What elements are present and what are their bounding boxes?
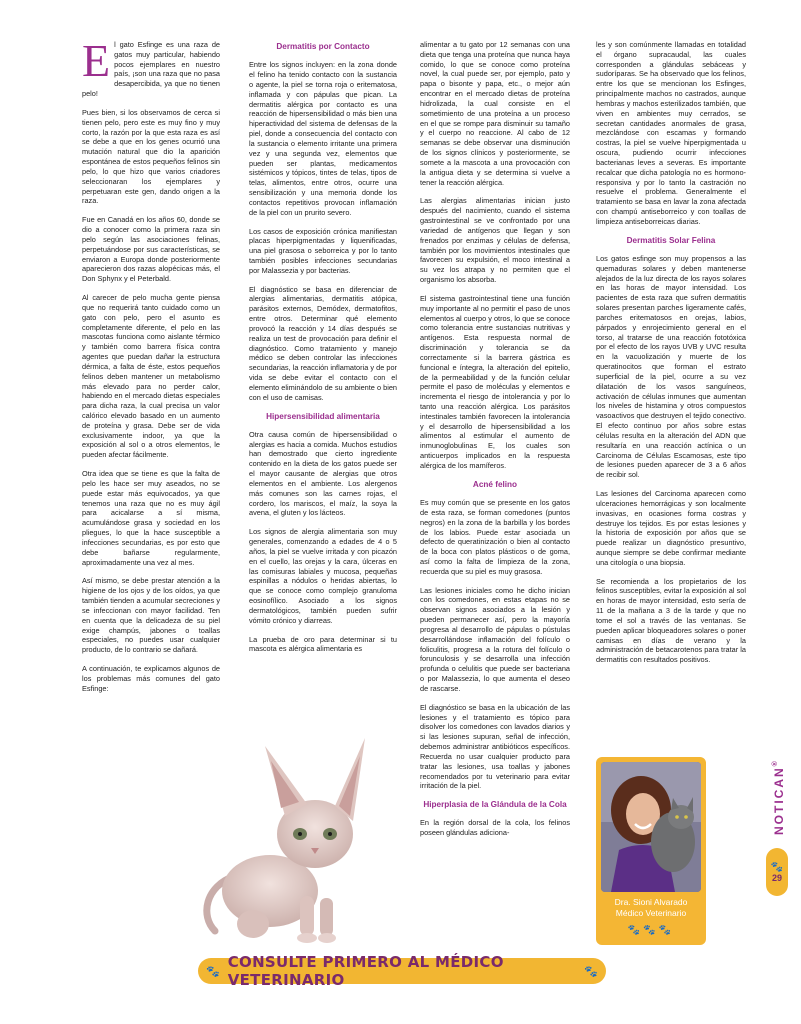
- author-caption: [596, 897, 706, 919]
- paragraph: El diagnóstico se basa en la ubicación de las lesiones y el tratamiento es tópico para disolver los comedones con lavados diarios y si las lesiones supuran, señal de infección, debemos administrar antibióticos específicos. Recuerda no usar cualquier producto para tratar las lesiones, usa toallas y jabones recomendados por tu veterinario para evitar irritación de la piel.: [420, 702, 570, 791]
- paragraph: El diagnóstico se basa en diferenciar de alergias alimentarias, dermatitis atópica, parásitos externos, Demódex, dermatofitos, entre otros. Determinar qué elemento provocó la reacción y 14 días después se realiza un test de provocación para definir el diagnóstico. Como tratamiento y manejo médico se deben controlar las infecciones secundarias, la reacción inflamatoria y de por vida se debe evitar el contacto con el elemento eliminándolo de su ambiente o bien con el uso de camisas.: [249, 284, 397, 402]
- sphynx-kitten-photo: [195, 726, 395, 951]
- column-3: [420, 40, 570, 847]
- paw-icon: 🐾: [658, 925, 675, 936]
- author-photo: [601, 762, 701, 892]
- paw-icons: [596, 925, 706, 936]
- brand-logo: [772, 759, 786, 835]
- author-name: Dra. Sioni Alvarado: [614, 897, 688, 907]
- paragraph: En la región dorsal de la cola, los felinos poseen glándulas adiciona-: [420, 818, 570, 838]
- paragraph: Es muy común que se presente en los gatos de esta raza, se forman comedones (puntos negros) en la zona de la barbilla y los bordes de los labios. Puede estar asociada un defecto de queratinización o bien al contacto de la boca con platos plásticos o de goma, así como la falta de limpieza de la zona, recuerda que su piel es muy grasosa.: [420, 498, 570, 576]
- paragraph: Al carecer de pelo mucha gente piensa que no requerirá tanto cuidado como un gato con pelo, pero el asunto es completamente diferente, el pelo en las mascotas funciona como aislante térmico y también como barrera física contra agentes que puedan dañar la estructura dérmica, a falta de éste, estos pequeños felinos deben mantener un metabolismo más elevado para no perder calor, habiendo en el mercado dietas especiales para dicha raza, la cual precisa un valor calórico elevado basado en un aumento de proteína y grasa. Debe ser de vida exclusivamente indoor, ya que la exposición al sol o a otros elementos, le pueden afectar fácilmente.: [82, 293, 220, 460]
- paragraph: Entre los signos incluyen: en la zona donde el felino ha tenido contacto con la sustancia o agente, la piel se torna roja o eritematosa, inflamada y con pápulas que pican. La dermatitis alérgica por contacto es una reacción de hipersensibilidad o más bien una hiperactividad del sistema de defensas de la piel, donde a consecuencia del contacto con la sustancia o elemento irritante una primera vez y una segunda vez, elementos que pueden ser plantas, medicamentos sistémicos y tópicos, tintes de telas, tipos de telas, alimentos, entre otros, ocurre una sensibilización y una memoria donde los contactos repetitivos provocan inflamación de la piel con un prurito severo.: [249, 60, 397, 217]
- section-heading: Hipersensibilidad alimentaria: [266, 411, 380, 421]
- column-4: [596, 40, 746, 674]
- paragraph: Fue en Canadá en los años 60, donde se dio a conocer como la primera raza sin pelo según las asociaciones felinas, perpetuándose por sus características, se enviaron a Europa donde posteriormente aparecieron dos razas alopécicas más, el Don Sphynx y el Peterbald.: [82, 215, 220, 284]
- section-heading: Hiperplasia de la Glándula de la Cola: [423, 800, 567, 810]
- paragraph: Así mismo, se debe prestar atención a la higiene de los ojos y de los oídos, ya que también tienden a acumular secreciones y se infeccionan con mayor facilidad. Ten en cuenta que la delicadeza de su piel exige champús, jabones o toallas especiales, no puedes usar cualquier producto, de lo contrario se dañará.: [82, 576, 220, 655]
- page-number: 29: [771, 872, 782, 883]
- paragraph: Otra idea que se tiene es que la falta de pelo les hace ser muy aseados, no se puede estar más equivocados, ya que tenemos una raza que no es muy ágil para acicalarse a sí misma, acumulándose grasa y sociedad en los pliegues, lo que la hace susceptible a infecciones secundarias, es por esto que debe bañarse regularmente, aproximadamente una vez al mes.: [82, 469, 220, 567]
- intro-paragraph: [82, 40, 220, 99]
- banner-text: CONSULTE PRIMERO AL MÉDICO VETERINARIO: [227, 953, 504, 989]
- author-role: Médico Veterinario: [615, 908, 687, 919]
- paragraph: La prueba de oro para determinar si tu mascota es alérgica alimentaria es: [249, 634, 397, 654]
- paragraph: El sistema gastrointestinal tiene una función muy importante al no permitir el paso de unos elementos al cuerpo y otros, lo que se conoce como tolerancia entre sustancias nutritivas y antígenos. Esta respuesta normal de discriminación y tolerancia se da correctamente si la barrera gástrica es funcional e íntegra, la alteración del epitelio, de la permeabilidad y de la función celular permite el paso de moléculas y elementos e incrementa el riesgo de intolerancia y por lo tanto una reacción alérgica. Los parásitos intestinales también favorecen la intolerancia y el desarrollo de hipersensibilidad a los alimentos al estimular el aumento de inmunoglobulinas E, los cuales son anticuerpos implicados en la respuesta alérgica de los mamíferos.: [420, 293, 570, 470]
- paragraph: Las lesiones del Carcinoma aparecen como ulceraciones hemorrágicas y son localmente invasivas, en ocasiones forma costras y destruye los tejidos. Es por estas lesiones y la historia de exposición por años que se puede realizar un diagnóstico presuntivo, aunque siempre se debe confirmar mediante una citología o una biopsia.: [596, 489, 746, 567]
- drop-cap: E: [82, 40, 111, 86]
- brand-text: NOTICAN: [772, 766, 786, 835]
- paw-icon: 🐾: [627, 925, 644, 936]
- paragraph: Los signos de alergia alimentaria son muy generales, comenzando a edades de 4 o 5 años, la piel se vuelve irritada y con picazón en el cuello, las orejas y la cara, úlceras en las comisuras labiales y mucosa, pequeñas espinillas a nódulos o heridas abiertas, lo que se conoce como complejo granuloma eosinofílico. Asociado a los signos dermatológicos, también pueden sufrir vómito crónico y diarreas.: [249, 527, 397, 625]
- paragraph: les y son comúnmente llamadas en totalidad el órgano supracaudal, las cuales corresponden a glándulas sebáceas y sudoríparas. Se ha observado que los felinos, entre los que se mencionan los Esfinges, principalmente machos no castrados, aunque hembras y machos esterilizados también, que viven en ambientes muy cerrados, se secretan cantidades anormales de grasa, mezclándose con escamas y formando costras, la piel se vuelve hiperpigmentada u oscura, pudiendo ocurrir infecciones bacterianas leves a severas. Es importante recalcar que dicha patología no es hormono-responsiva y por lo tanto la castración no resuelve el problema. Generalmente el tratamiento se basa en lavar la zona afectada con champú antiseborreico y con toallas de limpieza antiseborreicas diarias.: [596, 40, 746, 226]
- paragraph: alimentar a tu gato por 12 semanas con una dieta que tenga una proteína que nunca haya comido, lo que se conoce como proteína novel, la cual puede ser, por ejemplo, pato y papa o bisonte y papa, etc., o mejor aún encontrar en el mercado dietas de proteína hidrolizada, la cual consiste en el sometimiento de una proteína a un proceso en el que se rompe para disminuir su tamaño y el cuerpo no reaccione. Al cabo de 12 semanas se debe observar una disminución de los signos clínicos y posteriormente, se somete a la mascota a una provocación con la antigua dieta y se determina si vuelve a tener la reacción alérgica.: [420, 40, 570, 187]
- paragraph: Los casos de exposición crónica manifiestan placas hiperpigmentadas y liquenificadas, una piel grasosa o seborreica y por lo tanto también posibles infecciones secundarias por Malassezia y por bacterias.: [249, 226, 397, 275]
- page-number-badge: [766, 848, 788, 896]
- paw-icon: 🐾: [770, 861, 784, 873]
- trademark: ®: [772, 759, 779, 767]
- section-heading: Acné felino: [472, 479, 518, 489]
- author-card: [596, 757, 706, 945]
- paw-icon: 🐾: [584, 965, 598, 978]
- paragraph: Otra causa común de hipersensibilidad o alergias es hacia a comida. Muchos estudios han demostrado que cierto ingrediente contenido en la dieta de los gatos puede ser el mayor causante de alergias que otros elementos en el ambiente. Los alergenos más comunes son las carnes rojas, el cordero, los mariscos, el maíz, la soya la avena, el gluten y los lácteos.: [249, 429, 397, 518]
- section-heading: Dermatitis Solar Felina: [626, 235, 716, 245]
- paragraph: Los gatos esfinge son muy propensos a las quemaduras solares y deben mantenerse alejados de la luz directa de los rayos solares en las horas de mayor intensidad. Los pacientes de esta raza que sufren dermatitis solares presentan parches ligeramente cafés, parches eritematosos en orejas, labios, párpados y enrojecimiento general en el torso, al tratarse de una reacción fototóxica por el efecto de los rayos UVB y UVC resulta en la vacuolización y muerte de los queratinocitos que forman el estrato superficial de la piel, ocurre a su vez dilatación de los vasos sanguíneos, activación de células inmunes que aumentan los niveles de histamina y otros compuestos vasoactivos que destruyen el tejido conectivo. El efecto continuo por años sobre estas células resulta en la alteración del ADN que resultaría en una reacción actínica o un Carcinoma de Células Escamosas, este tipo de lesiones pueden aparecer de 3 a 6 años de recibir sol.: [596, 253, 746, 480]
- paragraph: Se recomienda a los propietarios de los felinos susceptibles, evitar la exposición al sol en horas de mayor intensidad, esto sería de 11 de la mañana a 3 de la tarde y que no tome el sol a través de las ventanas. Se pueden aplicar bloqueadores solares o poner camisas en días de verano y la administración de betacarotenos para tratar la dermatitis con resultados positivos.: [596, 576, 746, 665]
- footer-banner: [198, 953, 606, 989]
- paragraph: Las lesiones iniciales como he dicho inician con los comedones, en estas etapas no se observan signos asociados a la lesión y pueden permanecer así, pero la mayoría progresa al desarrollo de pápulas o pústulas desarrollándose inflamación del folículo o foliculitis, progresa a la rotura del folículo o forunculosis y se desarrolla una infección profunda o celulitis que puede ser bacteriana o por Malassezia, lo que aumenta el deseo de rascarse.: [420, 585, 570, 693]
- paragraph: Las alergias alimentarias inician justo después del nacimiento, cuando el sistema gastrointestinal se ve confrontado por una variedad de antígenos que llegan y son frenados por enzimas y células de defensa, también por los movimientos intestinales que favorecen su expulsión, el moco intestinal a su vez los atrapa y no permiten que el organismo los absorba.: [420, 196, 570, 285]
- column-1: [82, 40, 220, 703]
- intro-text: l gato Esfinge es una raza de gatos muy particular, habiendo pocos ejemplares en nuestro país, ¡son una raza que no pasa desapercibida, ya que no tienen pelo!: [82, 40, 220, 99]
- section-heading: Dermatitis por Contacto: [276, 42, 370, 51]
- paragraph: Pues bien, si los observamos de cerca si tienen pelo, pero este es muy fino y muy corto, la razón por la que esta raza es así se debe a que en los genes ocurrió una mutación natural que dio la aparición espontánea de estos pequeños felinos sin pelo, lo que hizo que varios criadores seleccionaran los ejemplares y perpetuaran este gen, dando origen a la raza.: [82, 107, 220, 206]
- paragraph: A continuación, te explicamos algunos de los problemas más comunes del gato Esfinge:: [82, 664, 220, 693]
- paw-icon: 🐾: [643, 925, 659, 936]
- column-2: [249, 40, 397, 663]
- paw-icon: 🐾: [206, 965, 220, 978]
